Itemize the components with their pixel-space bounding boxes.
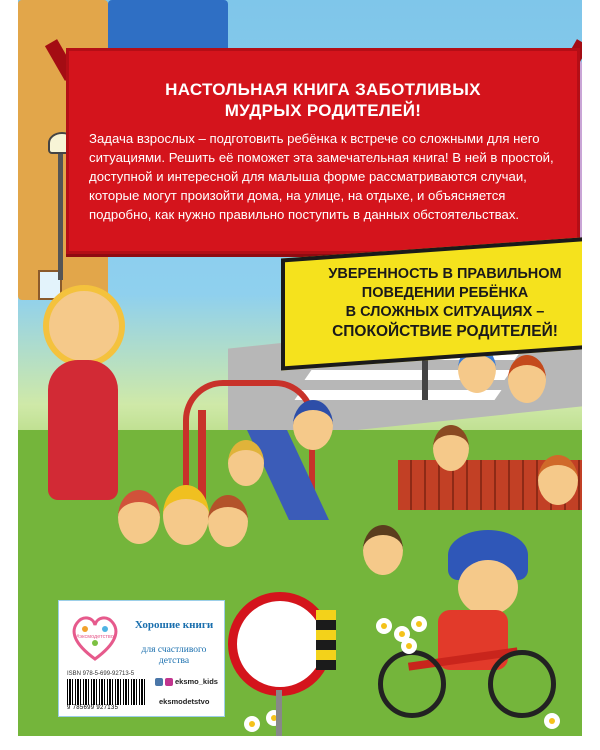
cyclist-face [458,560,518,615]
social-vk[interactable] [155,677,218,686]
barcode-digits: 9 785699 927135 [67,705,119,711]
child-character [228,440,264,486]
slogan-line-3: В СЛОЖНЫХ СИТУАЦИЯХ – [345,304,545,320]
striped-bollard [316,610,336,670]
isbn-text: ISBN 978-5-699-92713-5 [67,671,135,677]
vk-icon [155,678,163,686]
flower [413,618,425,630]
child-character [433,425,469,471]
bicycle-wheel [378,650,446,718]
panel-subtitle: для счастливого детства [141,645,207,666]
barcode [67,679,147,705]
flower [396,628,408,640]
panel-title: Хорошие книги [134,619,214,631]
banner-description: Задача взрослых – подготовить ребёнка к встрече со сложными для него ситуациями. Решить её поможет эта замечательная книга! В ней в простой, доступной и интересной для малыша форме рассматриваются случаи, которые могут произойти дома, на улице, на отдыхе, и объясняется подробно, как нужно правильно поступить в данных обстоятельствах. [89,131,554,222]
flower [246,718,258,730]
slogan-text [295,265,582,341]
social-vk-label: eksmo_kids [175,677,218,686]
mother-character [43,285,125,367]
social-site[interactable]: eksmodetstvo [159,697,210,706]
child-character [293,400,333,450]
slogan-line-1: УВЕРЕННОСТЬ В ПРАВИЛЬНОМ [328,266,562,282]
flower [403,640,415,652]
child-character [363,525,403,575]
slogan-sign [281,236,582,371]
bicycle-wheel [488,650,556,718]
logo-text: #эксмодетство [76,634,114,640]
child-character [508,355,546,403]
publisher-panel [58,600,225,717]
back-cover-illustration [18,0,582,736]
heart-logo-icon [67,609,123,665]
road-sign-post [276,690,282,736]
slogan-line-4: СПОКОЙСТВИЕ РОДИТЕЛЕЙ! [332,323,558,340]
flower [546,715,558,727]
child-character [208,495,248,547]
banner-title [69,79,577,121]
slide-ladder [198,410,206,500]
instagram-icon [165,678,173,686]
flower [378,620,390,632]
slogan-line-2: ПОВЕДЕНИИ РЕБЁНКА [361,285,529,301]
mother-dress [48,360,118,500]
banner-title-line-2: МУДРЫХ РОДИТЕЛЕЙ! [224,101,422,120]
child-character [118,490,160,544]
child-character [538,455,578,505]
banner-title-line-1: НАСТОЛЬНАЯ КНИГА ЗАБОТЛИВЫХ [165,80,481,99]
lamp-post [58,140,63,280]
child-character [163,485,209,545]
description-banner [66,48,580,254]
